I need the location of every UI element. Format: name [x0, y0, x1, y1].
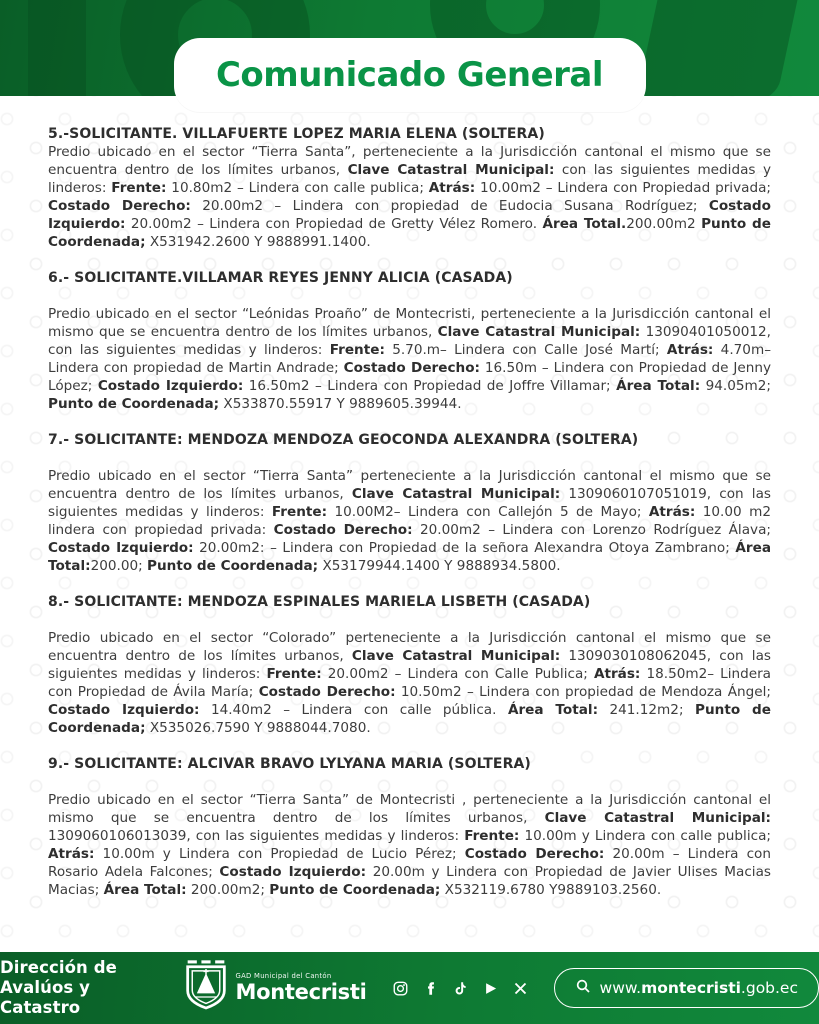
title-box [174, 38, 646, 112]
department-title [0, 958, 158, 1018]
tiktok-icon [453, 981, 468, 996]
department-line2: Avalúos y Catastro [0, 977, 91, 1018]
sections [48, 125, 771, 917]
page-title: Comunicado General [215, 55, 604, 95]
x-icon [513, 981, 528, 996]
solicitante-section [48, 755, 771, 899]
section-title: 6.- SOLICITANTE.VILLAMAR REYES JENNY ALICIA (CASADA) [48, 270, 513, 286]
section-body: Predio ubicado en el sector “Leónidas Proaño” de Montecristi, perteneciente a la Jurisdicción cantonal el mismo que se encuentra dentro de los límites urbanos, Clave Catastral Municipal: 13090401050012, con las siguientes medidas y linderos: Frente: 5.70.m– Lindera con Calle José Martí; Atrás: 4.70m– Lindera con propiedad de Martin Andrade; Costado Derecho: 16.50m – Lindera con Propiedad de Jenny López; Costado Izquierdo: 16.50m2 – Lindera con Propiedad de Joffre Villamar; Área Total: 94.05m2; Punto de Coordenada; X533870.55917 Y 9889605.39944. [48, 306, 771, 412]
solicitante-section [48, 125, 771, 251]
header-watermark-shape [28, 0, 86, 96]
shield-icon [184, 960, 228, 1016]
section-title: 9.- SOLICITANTE: ALCIVAR BRAVO LYLYANA MARIA (SOLTERA) [48, 756, 531, 772]
section-body: Predio ubicado en el sector “Tierra Santa” perteneciente a la Jurisdicción cantonal el mismo que se encuentra dentro de los límites urbanos, Clave Catastral Municipal: 1309060107051019, con las siguientes medidas y linderos: Frente: 10.00M2– Lindera con Callejón 5 de Mayo; Atrás: 10.00 m2 lindera con propiedad privada: Costado Derecho: 20.00m2 – Lindera con Lorenzo Rodríguez Álava; Costado Izquierdo: 20.00m2: – Lindera con Propiedad de la señora Alexandra Otoya Zambrano; Área Total:200.00; Punto de Coordenada; X53179944.1400 Y 9888934.5800. [48, 468, 771, 574]
section-title: 7.- SOLICITANTE: MENDOZA MENDOZA GEOCONDA ALEXANDRA (SOLTERA) [48, 432, 639, 448]
logo-text [236, 972, 367, 1004]
logo-small-text: GAD Municipal del Cantón [235, 972, 332, 980]
logo-name: Montecristi [235, 980, 367, 1004]
section-body: Predio ubicado en el sector “Tierra Santa” de Montecristi , perteneciente a la Jurisdicción cantonal el mismo que se encuentra dentro de los límites urbanos, Clave Catastral Municipal: 1309060106013039, con las siguientes medidas y linderos: Frente: 10.00m y Lindera con calle publica; Atrás: 10.00m y Lindera con Propiedad de Lucio Pérez; Costado Derecho: 20.00m – Lindera con Rosario Adela Falcones; Costado Izquierdo: 20.00m y Lindera con Propiedad de Javier Ulises Macias Macias; Área Total: 200.00m2; Punto de Coordenada; X532119.6780 Y9889103.2560. [48, 792, 771, 898]
municipality-logo [184, 960, 367, 1016]
department-line1: Dirección de [0, 957, 117, 977]
website-pill [554, 968, 819, 1008]
section-body: Predio ubicado en el sector “Tierra Santa”, perteneciente a la Jurisdicción cantonal el mismo que se encuentra dentro de los límites urbanos, Clave Catastral Municipal: con las siguientes medidas y linderos: Frente: 10.80m2 – Lindera con calle publica; Atrás: 10.00m2 – Lindera con Propiedad privada; Costado Derecho: 20.00m2 – Lindera con propiedad de Eudocia Susana Rodríguez; Costado Izquierdo: 20.00m2 – Lindera con Propiedad de Gretty Vélez Romero. Área Total.200.00m2 Punto de Coordenada; X531942.2600 Y 9888991.1400. [48, 144, 771, 250]
section-title: 5.-SOLICITANTE. VILLAFUERTE LOPEZ MARIA ELENA (SOLTERA) [48, 126, 545, 142]
search-icon [575, 978, 591, 998]
social-icons [393, 981, 528, 996]
section-body: Predio ubicado en el sector “Colorado” perteneciente a la Jurisdicción cantonal el mismo que se encuentra dentro de los límites urbanos, Clave Catastral Municipal: 1309030108062045, con las siguientes medidas y linderos: Frente: 20.00m2 – Lindera con Calle Publica; Atrás: 18.50m2– Lindera con Propiedad de Ávila María; Costado Derecho: 10.50m2 – Lindera con propiedad de Mendoza Ángel; Costado Izquierdo: 14.40m2 – Lindera con calle pública. Área Total: 241.12m2; Punto de Coordenada; X535026.7590 Y 9888044.7080. [48, 630, 772, 736]
footer-band [0, 952, 819, 1024]
website-url: www.montecristi.gob.ec [599, 979, 798, 997]
instagram-icon [393, 981, 408, 996]
solicitante-section [48, 269, 771, 413]
section-title: 8.- SOLICITANTE: MENDOZA ESPINALES MARIELA LISBETH (CASADA) [48, 594, 591, 610]
solicitante-section [48, 593, 771, 737]
header-watermark-shape [636, 0, 804, 96]
solicitante-section [48, 431, 771, 575]
facebook-icon [423, 981, 438, 996]
youtube-icon [483, 981, 498, 996]
